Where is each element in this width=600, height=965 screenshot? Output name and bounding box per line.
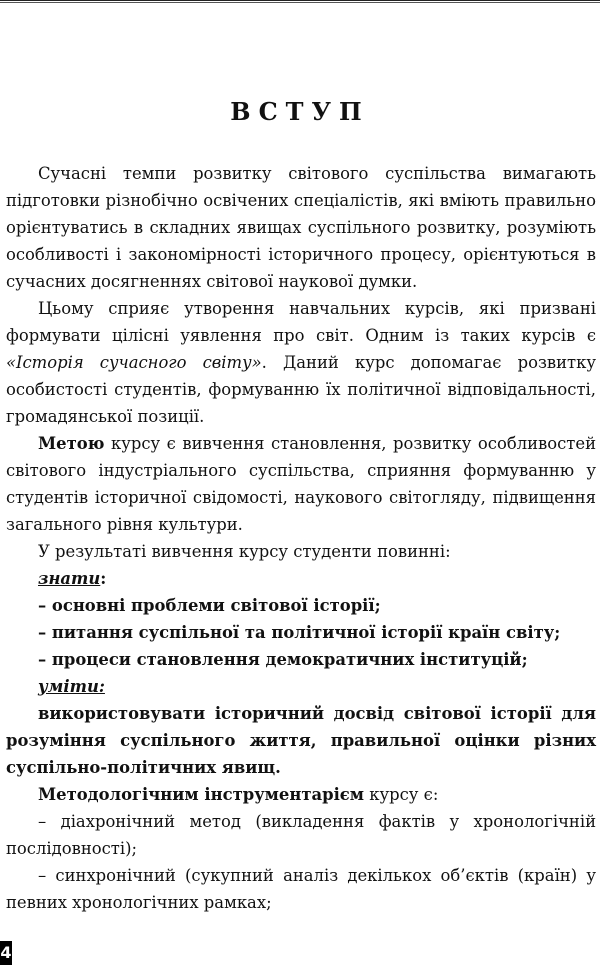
know-item: – процеси становлення демократичних інституцій; [38, 650, 528, 669]
method-text: курсу є: [364, 785, 439, 804]
method-term: Методологічним інструментарієм [38, 785, 365, 804]
paragraph-goal [6, 430, 596, 538]
body-text [6, 160, 596, 916]
can-text: використовувати історичний досвід світової історії для розуміння суспільного життя, правильної оцінки різних суспільно-політичних явищ. [6, 704, 596, 777]
paragraph-courses [6, 295, 596, 430]
method-item: – синхронічний (сукупний аналіз декількох об’єктів (країн) у певних хронологічних рамках; [6, 866, 596, 912]
can-label: уміти: [38, 677, 105, 696]
courses-text-after: . Даний курс допомагає розвитку особистості студентів, формуванню їх політичної відповідальності, громадянської позиції. [6, 353, 596, 426]
top-rule [0, 0, 600, 3]
results-intro: У результаті вивчення курсу студенти повинні: [38, 542, 451, 561]
goal-term: Метою [38, 434, 105, 453]
page-title: ВСТУП [230, 97, 370, 126]
can-heading [6, 673, 596, 700]
know-label: знати [38, 569, 101, 588]
method-item: – діахронічний метод (викладення фактів у хронологічній послідовності); [6, 812, 596, 858]
paragraph-method [6, 781, 596, 808]
paragraph-intro: Сучасні темпи розвитку світового суспільства вимагають підготовки різнобічно освічених спеціалістів, які вміють правильно орієнтуватись в складних явищах суспільного розвитку, розуміють особливості і закономірності історичного процесу, орієнтуються в сучасних досягненнях світової наукової думки. [6, 164, 596, 291]
courses-text-before: Цьому сприяє утворення навчальних курсів, які призвані формувати цілісні уявлення про світ. Одним із таких курсів є [6, 299, 596, 345]
know-heading [6, 565, 596, 592]
know-item: – основні проблеми світової історії; [38, 596, 381, 615]
goal-text: курсу є вивчення становлення, розвитку особливостей світового індустріального суспільства, сприяння формуванню у студентів історичної свідомості, наукового світогляду, підвищення загального рівня культури. [6, 434, 596, 534]
know-colon: : [100, 569, 107, 588]
page-number: 4 [0, 941, 12, 965]
course-title: «Історія сучасного світу» [6, 353, 262, 372]
know-item: – питання суспільної та політичної історії країн світу; [38, 623, 561, 642]
